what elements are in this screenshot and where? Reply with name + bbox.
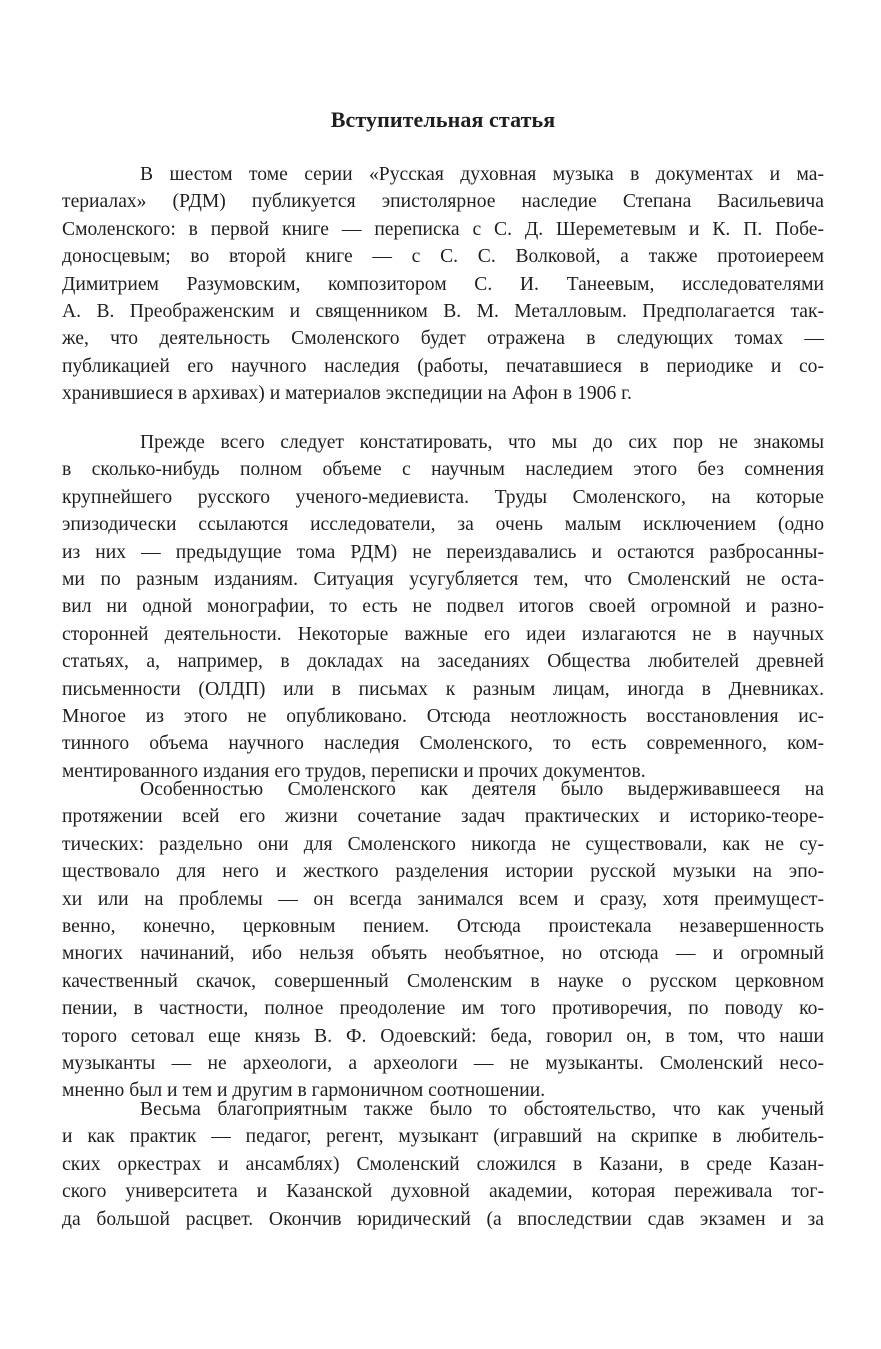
text-line: хранившиеся в архивах) и материалов экспедиции на Афон в 1906 г. [62, 383, 632, 405]
text-line: ществовало для него и жесткого разделения истории русской музыки на эпо- [62, 861, 824, 883]
article-title: Вступительная статья [330, 107, 556, 132]
text-line: многих начинаний, ибо нельзя объять необъятное, но отсюда — и огромный [62, 943, 824, 965]
text-line: Прежде всего следует констатировать, что мы до сих пор не знакомы [140, 432, 824, 453]
text-line: А. В. Преображенским и священником В. М. Металловым. Предполагается так- [62, 300, 824, 322]
text-line: сторонней деятельности. Некоторые важные его идеи излагаются не в научных [62, 623, 824, 645]
text-line: Весьма благоприятным также было то обстоятельство, что как ученый [140, 1099, 824, 1120]
paragraph-3 [62, 776, 824, 1105]
text-line: протяжении всей его жизни сочетание задач практических и историко-теоре- [62, 806, 824, 828]
text-line: ского университета и Казанской духовной академии, которая переживала тог- [62, 1181, 824, 1203]
text-line: тических: раздельно они для Смоленского никогда не существовали, как не су- [62, 833, 824, 855]
text-line: да большой расцвет. Окончив юридический (а впоследствии сдав экзамен и за [62, 1208, 824, 1230]
text-line: Димитрием Разумовским, композитором С. И. Танеевым, исследователями [62, 273, 824, 295]
text-line: музыканты — не археологи, а археологи — не музыканты. Смоленский несо- [62, 1052, 824, 1074]
text-line: и как практик — педагог, регент, музыкант (игравший на скрипке в любитель- [62, 1126, 824, 1148]
text-line: в сколько-нибудь полном объеме с научным наследием этого без сомнения [62, 459, 824, 481]
text-line: Особенностью Смоленского как деятеля было выдерживавшееся на [140, 779, 824, 800]
text-line: публикацией его научного наследия (работы, печатавшиеся в периодике и со- [62, 355, 824, 377]
text-line: крупнейшего русского ученого-медиевиста. Труды Смоленского, на которые [62, 486, 824, 508]
text-line: хи или на проблемы — он всегда занимался всем и сразу, хотя преимущест- [62, 888, 824, 910]
text-line: из них — предыдущие тома РДМ) не переиздавались и остаются разбросанны- [62, 541, 824, 563]
text-line: ментированного издания его трудов, переписки и прочих документов. [62, 760, 646, 782]
text-line: качественный скачок, совершенный Смоленским в науке о русском церковном [62, 970, 824, 992]
text-line: тинного объема научного наследия Смоленского, то есть современного, ком- [62, 733, 824, 755]
text-line: доносцевым; во второй книге — с С. С. Волковой, а также протоиереем [62, 246, 824, 268]
text-line: Смоленского: в первой книге — переписка с С. Д. Шереметевым и К. П. Побе- [62, 218, 824, 240]
text-line: венно, конечно, церковным пением. Отсюда проистекала незавершенность [62, 915, 824, 937]
text-line: пении, в частности, полное преодоление им того противоречия, по поводу ко- [62, 998, 824, 1020]
text-line: ми по разным изданиям. Ситуация усугубляется тем, что Смоленский не оста- [62, 568, 824, 590]
text-line: письменности (ОЛДП) или в письмах к разным лицам, иногда в Дневниках. [62, 678, 824, 700]
text-line: мненно был и тем и другим в гармоничном соотношении. [62, 1080, 546, 1102]
text-line: статьях, а, например, в докладах на заседаниях Общества любителей древней [62, 651, 824, 673]
paragraph-1 [62, 161, 824, 408]
text-line: териалах» (РДМ) публикуется эпистолярное наследие Степана Васильевича [62, 191, 824, 213]
text-line: В шестом томе серии «Русская духовная музыка в документах и ма- [140, 164, 824, 185]
text-line: эпизодически ссылаются исследователи, за очень малым исключением (одно [62, 514, 824, 536]
text-line: ских оркестрах и ансамблях) Смоленский сложился в Казани, в среде Казан- [62, 1153, 824, 1175]
paragraph-2 [62, 429, 824, 785]
text-line: Многое из этого не опубликовано. Отсюда неотложность восстановления ис- [62, 705, 824, 727]
text-line: же, что деятельность Смоленского будет отражена в следующих томах — [62, 328, 824, 350]
text-line: вил ни одной монографии, то есть не подвел итогов своей огромной и разно- [62, 596, 824, 618]
paragraph-4 [62, 1096, 824, 1233]
text-line: торого сетовал еще князь В. Ф. Одоевский: беда, говорил он, в том, что наши [62, 1025, 824, 1047]
